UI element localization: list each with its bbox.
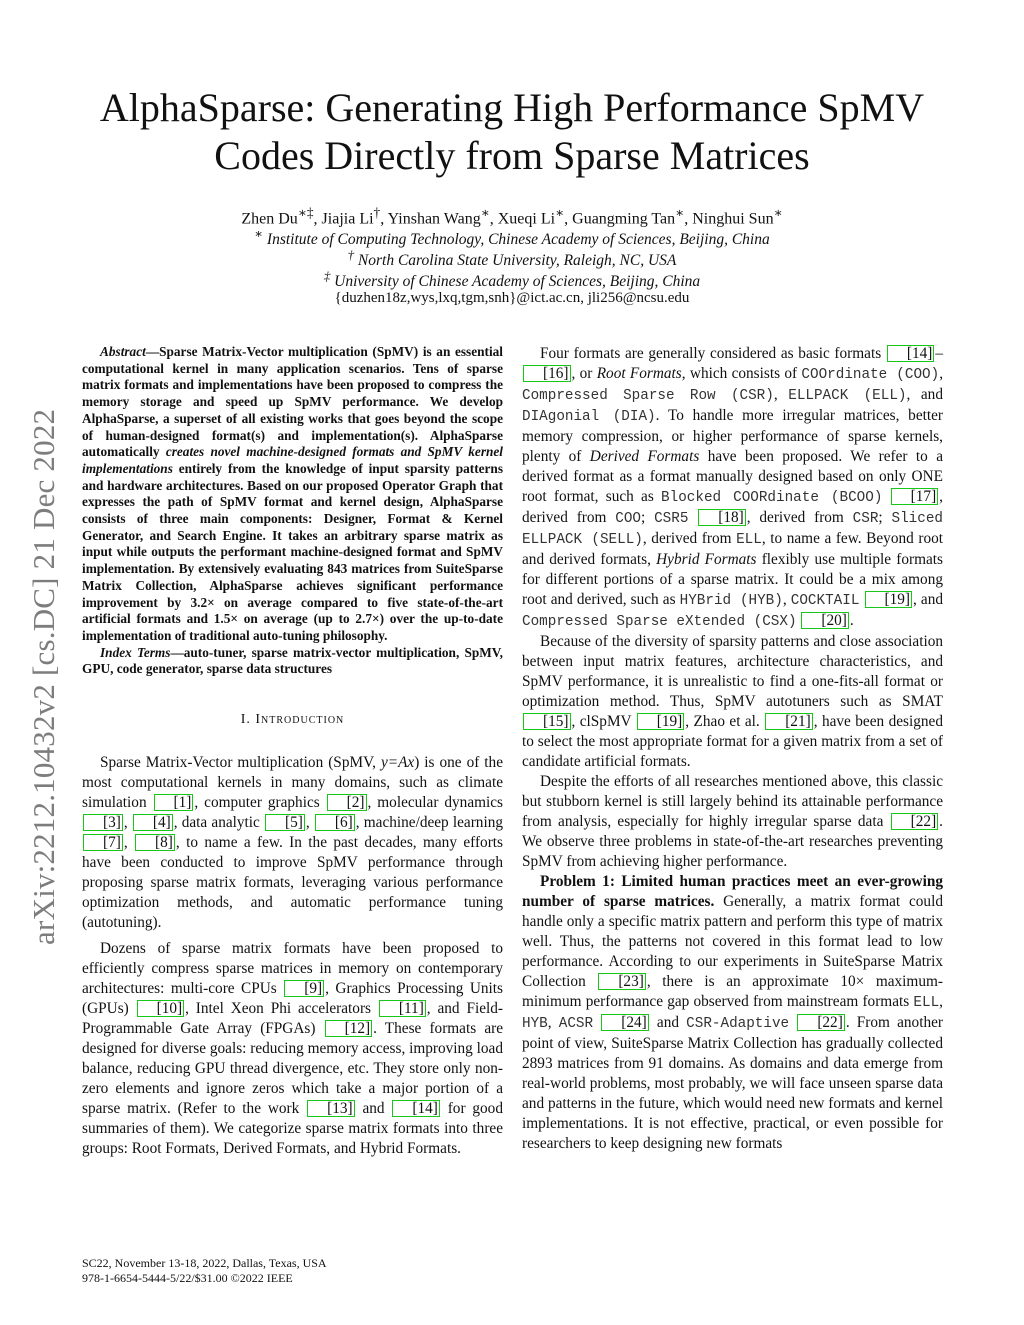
text: Because of the diversity of sparsity patterns and close association between input matrix features, architecture characteristics, and SpMV performance, it is unrealistic to find a one-fits-all format or optimization method. Thus, SpMV autotuners such as SMAT — [522, 633, 943, 710]
format-name: HYBrid (HYB) — [679, 593, 783, 609]
citation-link[interactable]: [22] — [797, 1014, 845, 1031]
text: , or — [571, 365, 597, 382]
paper-title — [60, 84, 964, 180]
citation-link[interactable]: [8] — [135, 834, 175, 851]
text: , data analytic — [173, 814, 265, 832]
citation-link[interactable]: [10] — [137, 1000, 185, 1017]
citation-link[interactable]: [19] — [865, 591, 913, 608]
author-name: , Jiajia Li — [313, 210, 374, 228]
author-mark: ∗ — [675, 205, 685, 220]
text: . To handle more irregular matrices, better memory compression, or higher performance of sparse kernels, plenty of — [522, 407, 943, 465]
author-mark: ∗ — [555, 205, 565, 220]
text: , computer graphics — [194, 794, 326, 812]
citation-link[interactable]: [1] — [154, 794, 194, 811]
abstract — [82, 344, 503, 678]
citation-link[interactable]: [9] — [284, 980, 324, 997]
text: ; — [641, 509, 655, 526]
section-heading-introduction: I. Introduction — [240, 712, 345, 728]
format-name: Blocked COORdinate (BCOO) — [661, 490, 883, 506]
format-name: CSR5 — [654, 511, 689, 527]
text: , Graphics Processing Units (GPUs) — [82, 980, 504, 1018]
text: , — [939, 993, 943, 1010]
text: , — [782, 591, 791, 608]
abstract-emphasis: creates novel machine-designed formats and SpMV kernel implementations — [82, 444, 503, 476]
left-column — [82, 344, 503, 1159]
format-name: COCKTAIL — [790, 593, 860, 609]
format-name: Compressed Sparse Row (CSR) — [522, 388, 774, 404]
affiliation-mark: † — [347, 247, 355, 262]
text: . We observe three problems in state-of-the-art researches preventing SpMV from achieving higher performance. — [522, 813, 943, 870]
citation-link[interactable]: [12] — [325, 1020, 373, 1037]
affiliation-text: Institute of Computing Technology, Chinese Academy of Sciences, Beijing, China — [263, 231, 770, 249]
text: , derived from — [746, 509, 853, 526]
title-line-2: Codes Directly from Sparse Matrices — [214, 133, 810, 178]
affiliation-mark: ‡ — [323, 268, 331, 283]
problem-heading: Problem 1: Limited human practices meet an ever-growing number of sparse matrices. — [522, 873, 943, 910]
text: , — [305, 814, 314, 832]
text: Dozens of sparse matrix formats have been proposed to efficiently compress sparse matrices in memory on contemporary architectures: multi-core CPUs — [82, 940, 503, 998]
format-name: ELL — [913, 995, 940, 1011]
text — [859, 591, 863, 608]
citation-link[interactable]: [13] — [307, 1100, 355, 1117]
text: – — [935, 345, 943, 362]
right-paragraph-4 — [522, 872, 943, 1154]
format-name: Compressed Sparse eXtended (CSX) — [522, 614, 797, 630]
format-name: COOrdinate (COO) — [801, 367, 940, 383]
footer — [82, 1256, 327, 1286]
author-name: , Guangming Tan — [564, 210, 676, 228]
author-name: , Xueqi Li — [489, 210, 556, 228]
title-line-1: AlphaSparse: Generating High Performance SpMV — [99, 85, 925, 130]
text: , — [547, 1014, 559, 1031]
term-root-formats: Root Formats — [596, 365, 682, 382]
citation-link[interactable]: [21] — [765, 713, 813, 730]
text: Generally, a matrix format could handle only a specific matrix pattern and perform this type of matrix well. Thus, the patterns not covered in this format lead to low performance. According to our experiments in SuiteSparse Matrix Collection — [522, 893, 943, 990]
citation-link[interactable]: [15] — [523, 713, 571, 730]
citation-link[interactable]: [7] — [83, 834, 123, 851]
format-name: ELL — [736, 532, 762, 548]
text: , Zhao et al. — [685, 713, 765, 730]
citation-link[interactable]: [18] — [698, 509, 746, 526]
text: Four formats are generally considered as basic formats — [540, 345, 886, 362]
right-paragraph-2 — [522, 632, 943, 772]
affiliation-mark: ∗ — [254, 226, 264, 241]
text: , and — [906, 386, 943, 403]
text — [688, 509, 697, 526]
footer-conference: SC22, November 13-18, 2022, Dallas, Texas, USA — [82, 1256, 327, 1270]
text: have been proposed. We refer to a derived format as a format manually designed based on only ONE root format, such as — [522, 448, 943, 505]
format-name: COO — [615, 511, 642, 527]
format-name: CSR-Adaptive — [686, 1016, 790, 1032]
format-name: CSR — [852, 511, 879, 527]
arxiv-stamp-text: arXiv:2212.10432v2 [cs.DC] 21 Dec 2022 — [26, 408, 61, 945]
citation-link[interactable]: [11] — [379, 1000, 426, 1017]
text: , to name a few. In the past decades, many efforts have been conducted to improve SpMV performance through proposing sparse matrix formats, leveraging various performance optimization methods, and automatic performance tuning (autotuning). — [82, 834, 503, 932]
text: Despite the efforts of all researches mentioned above, this classic but stubborn kernel is still largely behind its attainable performance from analysis, especially for highly irregular sparse data — [522, 773, 943, 830]
text: for good summaries of them). We categorize sparse matrix formats into three groups: Root Formats, Derived Formats, and Hybrid Formats. — [82, 1100, 503, 1158]
text: , Intel Xeon Phi accelerators — [185, 1000, 378, 1018]
author-mark: ∗ — [773, 205, 783, 220]
text: . — [849, 612, 854, 629]
citation-link[interactable]: [3] — [83, 814, 123, 831]
index-terms-text: —auto-tuner, sparse matrix-vector multiplication, SpMV, GPU, code generator, sparse data structures — [82, 644, 503, 677]
citation-link[interactable]: [19] — [637, 713, 685, 730]
right-paragraph-1 — [522, 344, 943, 632]
text: , machine/deep learning — [355, 814, 504, 832]
citation-link[interactable]: [16] — [523, 365, 571, 382]
text: . These formats are designed for diverse goals: reducing memory access, improving load balance, reducing GPU thread divergence, etc. They store only non-zero elements and ignore zeros which take a major portion of a sparse matrix. (Refer to the work — [82, 1020, 503, 1118]
text: , clSpMV — [571, 713, 636, 730]
format-name: ELLPACK (ELL) — [788, 388, 907, 404]
term-hybrid-formats: Hybrid Formats — [656, 551, 757, 568]
author-name: Zhen Du — [241, 210, 298, 228]
text: , derived from — [522, 488, 943, 526]
text: ; — [878, 509, 892, 526]
text: , and — [913, 591, 943, 608]
citation-link[interactable]: [20] — [801, 612, 849, 629]
text: , which consists of — [681, 365, 802, 382]
text — [797, 612, 801, 629]
footer-copyright: 978-1-6654-5444-5/22/$31.00 ©2022 IEEE — [82, 1271, 293, 1285]
author-mark: ∗‡ — [297, 205, 314, 220]
format-name: DIAgonial (DIA) — [522, 409, 656, 425]
format-name: ACSR — [558, 1016, 594, 1032]
text: . From another point of view, SuiteSparse Matrix Collection has gradually collected 2893 matrices from 91 domains. As domains and data emerge from real-world problems, most probably, we will face unseen sparse data and patterns in the future, which would need new formats and kernel implementations. It is not effective, practical, or even possible for researchers to keep designing new formats — [522, 1014, 943, 1152]
author-mark: ∗ — [480, 205, 490, 220]
text: , derived from — [642, 530, 737, 547]
affiliation-text: University of Chinese Academy of Sciences, Beijing, China — [330, 273, 701, 291]
abstract-lead: Abstract — [100, 344, 146, 359]
text: , there is an approximate 10× maximum-minimum performance gap observed from mainstream formats — [522, 973, 943, 1010]
citation-link[interactable]: [2] — [327, 794, 367, 811]
abstract-text: —Sparse Matrix-Vector multiplication (SpMV) is an essential computational kernel in many application scenarios. Tens of sparse matrix formats and implementations have been proposed to compress the memory storage and speed up SpMV performance. We develop AlphaSparse, a superset of all existing works that goes beyond the scope of human-designed format(s) and implementation(s). AlphaSparse automatically — [82, 344, 503, 460]
text: , — [123, 814, 132, 832]
equation: y=Ax — [380, 754, 415, 772]
right-column — [522, 344, 943, 1154]
affiliation-text: North Carolina State University, Raleigh, NC, USA — [354, 252, 677, 270]
format-name: HYB — [522, 1016, 548, 1032]
citation-link[interactable]: [14] — [392, 1100, 440, 1117]
text: , — [773, 386, 789, 403]
text: Sparse Matrix-Vector multiplication (SpMV, — [100, 754, 381, 772]
text — [789, 1014, 796, 1031]
abstract-text: entirely from the knowledge of input sparsity patterns and hardware architectures. Based on our proposed Operator Graph that expresses the path of SpMV format and kernel design, AlphaSparse consists of three main components: Designer, Format & Kernel Generator, and Search Engine. It takes an arbitrary sparse matrix as input while outputs the performant machine-designed format and SpMV implementation. By extensively evaluating 843 matrices from SuiteSparse Matrix Collection, AlphaSparse achieves significant performance improvement by 3.2× on average compared to five state-of-the-art artificial formats and 1.5× on average (up to 2.7×) over the up-to-date implementation of traditional auto-tuning philosophy. — [82, 460, 503, 643]
right-paragraph-3 — [522, 772, 943, 872]
author-mark: † — [373, 205, 381, 220]
text — [882, 488, 889, 505]
text: and — [355, 1100, 392, 1118]
author-emails: {duzhen18z,wys,lxq,tgm,snh}@ict.ac.cn, jli256@ncsu.edu — [334, 290, 690, 306]
citation-link[interactable]: [4] — [133, 814, 173, 831]
text: , molecular dynamics — [367, 794, 504, 812]
index-terms-lead: Index Terms — [100, 644, 171, 660]
text: flexibly use multiple formats for different portions of a sparse matrix. It could be a mix among root and derived, such as — [522, 551, 944, 608]
abstract-paragraph — [82, 344, 503, 645]
text: ) is one of the most computational kernels in many domains, such as climate simulation — [82, 754, 503, 812]
text: , have been designed to select the most appropriate format for a given matrix from a set of candidate artificial formats. — [522, 713, 943, 770]
citation-link[interactable]: [6] — [315, 814, 355, 831]
text: , — [939, 365, 944, 382]
text: and — [649, 1014, 687, 1031]
text: , to name a few. Beyond root and derived formats, — [522, 530, 943, 568]
text: , and Field-Programmable Gate Array (FPGAs) — [82, 1000, 503, 1038]
format-name: Sliced ELLPACK (SELL) — [522, 511, 943, 548]
text — [593, 1014, 600, 1031]
citation-link[interactable]: [14] — [887, 345, 935, 362]
intro-paragraph-1 — [82, 753, 503, 933]
author-name: , Ninghui Sun — [684, 210, 774, 228]
author-name: , Yinshan Wang — [380, 210, 481, 228]
text: , — [123, 834, 135, 852]
intro-paragraph-2 — [82, 939, 503, 1159]
term-derived-formats: Derived Formats — [589, 448, 700, 465]
citation-link[interactable]: [24] — [601, 1014, 649, 1031]
citation-link[interactable]: [22] — [891, 813, 939, 830]
index-terms — [82, 645, 503, 678]
citation-link[interactable]: [23] — [598, 973, 646, 990]
citation-link[interactable]: [17] — [891, 488, 939, 505]
citation-link[interactable]: [5] — [265, 814, 305, 831]
